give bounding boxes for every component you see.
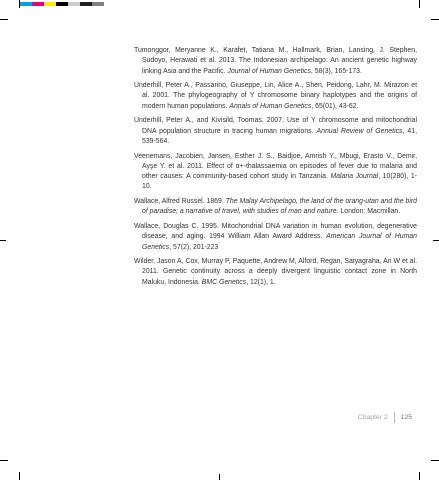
reference-details: , 41, 539-564. xyxy=(142,127,417,145)
reference-details: , 12(1), 1. xyxy=(246,278,276,286)
reference-text: Wallace, Douglas C. 1995. Mitochondrial DNA variation in human evolution, degenerative disease, and aging. 1994 William Allan Award Address. xyxy=(134,222,417,241)
reference-entry xyxy=(134,257,417,288)
crop-mark xyxy=(0,19,8,20)
reference-details: , 58(3), 165-173. xyxy=(310,67,362,75)
crop-mark xyxy=(19,0,20,8)
registration-swatch xyxy=(80,2,92,6)
reference-source: The Malay Archipelago, the land of the orang-utan and the bird of paradise; a narrative of travel, with studies of man and nature xyxy=(142,198,417,216)
crop-mark xyxy=(419,0,420,8)
registration-swatch xyxy=(68,2,80,6)
registration-swatch xyxy=(44,2,56,6)
page-footer xyxy=(358,412,412,423)
page-number: 125 xyxy=(400,414,412,421)
crop-mark xyxy=(0,460,8,461)
registration-swatch xyxy=(56,2,68,6)
reference-entry xyxy=(134,197,417,218)
reference-text: Veenemans, Jacobien, Jansen, Esther J. S., Baidjoe, Amrish Y., Mbugi, Erasto V., Demir, Ayşe Y. et al. 2011. Effect of α+-thalassaemia on episodes of fever due to malaria and other causes: A community-based cohort study in Tanzania. xyxy=(134,152,417,181)
registration-swatch xyxy=(20,2,32,6)
crop-mark xyxy=(19,472,20,480)
crop-mark xyxy=(0,240,6,241)
reference-source: Malaria Journal xyxy=(330,173,379,181)
reference-details: , 65(01), 43-62. xyxy=(311,102,359,110)
reference-source: Annual Review of Genetics xyxy=(316,127,403,135)
registration-swatch xyxy=(92,2,104,6)
crop-mark xyxy=(431,19,439,20)
reference-source: American Journal of Human Genetics xyxy=(142,233,418,251)
registration-swatch xyxy=(32,2,44,6)
reference-source: Journal of Human Genetics xyxy=(227,67,311,75)
crop-mark xyxy=(219,474,220,480)
reference-entry xyxy=(134,116,417,147)
reference-source: Annals of Human Genetics xyxy=(229,102,312,110)
reference-entry xyxy=(134,222,417,253)
footer-divider xyxy=(394,412,395,423)
reference-entry xyxy=(134,46,417,77)
reference-details: . London: Macmillan. xyxy=(336,208,401,216)
reference-text: Underhill, Peter A., Passarino, Giuseppe, Lin, Alice A., Shen, Peidong, Lahr, M. Mirazon et al. 2001. The phylogeography of Y chromosome binary haplotypes and the origins of modern human populations. xyxy=(134,82,417,110)
registration-color-bar xyxy=(20,2,104,6)
reference-text: Tumonggor, Meryanne K., Karafet, Tatiana M., Hallmark, Brian, Lansing, J. Stephen, Sudoyo, Herawati et al. 2013. The Indonesian archipelago: An ancient genetic highway linking Asia and the Pacific. xyxy=(134,47,417,75)
reference-list xyxy=(134,46,417,292)
reference-text: Wallace, Alfred Russel. 1869. xyxy=(134,198,226,206)
reference-source: BMC Genetics xyxy=(201,278,247,286)
crop-mark xyxy=(419,472,420,480)
reference-details: , 57(2), 201-223 xyxy=(169,243,219,251)
crop-mark xyxy=(431,460,439,461)
crop-mark xyxy=(433,240,439,241)
chapter-label: Chapter 2 xyxy=(357,414,388,421)
reference-text: Underhill, Peter A., and Kivisild, Toomas. 2007. Use of Y chromosome and mitochondrial DNA population structure in tracing human migrations. xyxy=(134,117,417,135)
reference-details: , 10(280), 1-10. xyxy=(142,173,417,191)
reference-entry xyxy=(134,81,417,112)
reference-text: Wilder, Jason A, Cox, Murray P, Paquette, Andrew M, Alford, Regan, Satyagraha, Ari W et al. 2011. Genetic continuity across a deeply divergent linguistic contact zone in North Maluku, Indonesia. xyxy=(134,258,417,286)
reference-entry xyxy=(134,152,417,193)
